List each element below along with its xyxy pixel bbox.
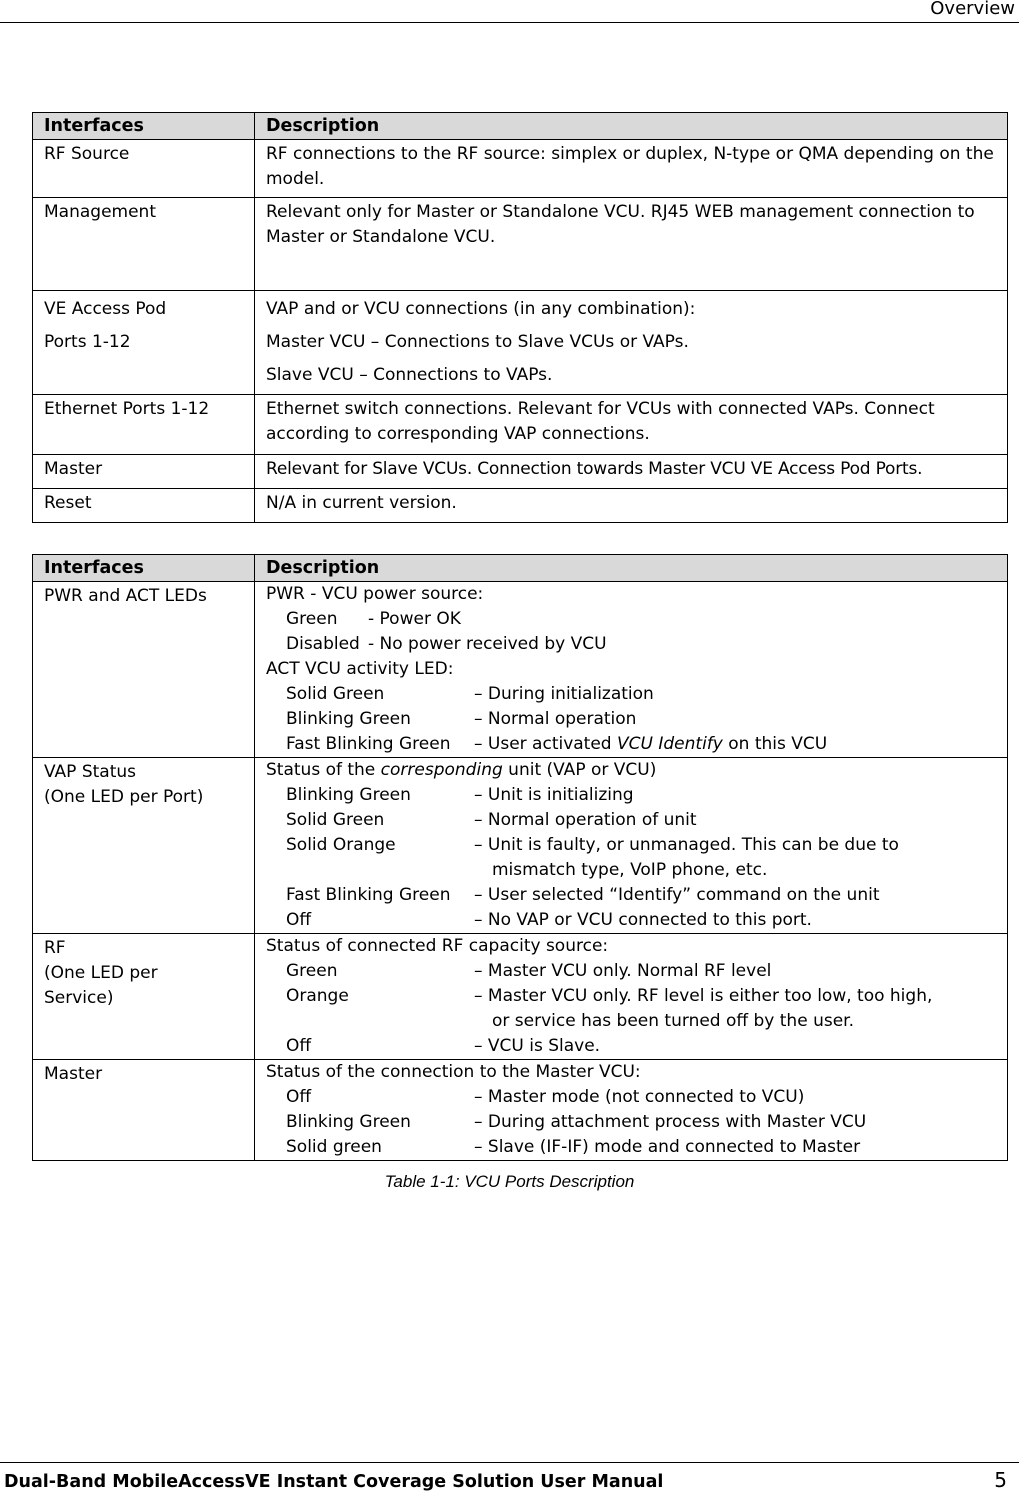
led-state: Solid Green — [286, 684, 385, 704]
interface-name-line: RF — [44, 938, 66, 958]
led-state-row — [266, 1085, 996, 1110]
interface-name-line: (One LED per Port) — [44, 787, 204, 807]
led-meaning: – Master VCU only. RF level is either too low, too high, — [474, 986, 933, 1006]
page-number: 5 — [994, 1468, 1007, 1492]
column-header-interfaces: Interfaces — [33, 113, 255, 140]
master-title: Status of the connection to the Master VCU: — [266, 1062, 641, 1082]
led-meaning-suffix: on this VCU — [722, 734, 828, 754]
table-row-rf — [33, 934, 1008, 1060]
table-row-master — [33, 1060, 1008, 1161]
interface-name: Master — [33, 1060, 255, 1161]
interface-name: Ethernet Ports 1-12 — [33, 395, 255, 455]
interface-name: Reset — [33, 489, 255, 523]
led-state-row — [266, 1135, 996, 1160]
led-state: Blinking Green — [286, 709, 411, 729]
led-state: Solid green — [286, 1137, 382, 1157]
interface-name: Master — [33, 455, 255, 489]
led-meaning: - Power OK — [368, 609, 461, 629]
interface-description: Relevant only for Master or Standalone VCU. RJ45 WEB management connection to Master or Standalone VCU. — [255, 198, 1008, 291]
led-meaning: - No power received by VCU — [368, 634, 607, 654]
led-meaning: – During attachment process with Master VCU — [474, 1112, 867, 1132]
led-state: Fast Blinking Green — [286, 885, 451, 905]
led-meaning: – VCU is Slave. — [474, 1036, 601, 1056]
table-row — [33, 455, 1008, 489]
table-row — [33, 198, 1008, 291]
interface-description: N/A in current version. — [255, 489, 1008, 523]
interface-description — [255, 934, 1008, 1060]
interface-name: RF Source — [33, 140, 255, 198]
led-meaning: – User activated — [474, 734, 618, 754]
table-row — [33, 291, 1008, 395]
led-state-row — [266, 908, 996, 933]
led-meaning: – During initialization — [474, 684, 654, 704]
led-meaning: – Normal operation — [474, 709, 637, 729]
led-state-row — [266, 808, 996, 833]
vap-title — [266, 758, 996, 783]
led-state-row — [266, 1110, 996, 1135]
led-state-row — [266, 883, 996, 908]
interface-description — [255, 1060, 1008, 1161]
table-row-vap-status — [33, 758, 1008, 934]
interfaces-table-2 — [32, 554, 1008, 1161]
led-meaning: – Slave (IF-IF) mode and connected to Master — [474, 1137, 861, 1157]
description-line: VAP and or VCU connections (in any combination): — [266, 299, 696, 319]
description-line: Slave VCU – Connections to VAPs. — [266, 365, 553, 385]
interface-description — [255, 758, 1008, 934]
title-prefix: Status of the — [266, 760, 381, 780]
table-row — [33, 489, 1008, 523]
interface-name-line: Ports 1-12 — [44, 332, 131, 352]
led-meaning: – Unit is faulty, or unmanaged. This can be due to — [474, 835, 899, 855]
led-state: Solid Orange — [286, 835, 396, 855]
interface-name: Management — [33, 198, 255, 291]
interface-name — [33, 934, 255, 1060]
led-state: Solid Green — [286, 810, 385, 830]
act-title: ACT VCU activity LED: — [266, 659, 454, 679]
led-state: Disabled — [286, 634, 360, 654]
page-header-title: Overview — [930, 0, 1015, 19]
rf-title: Status of connected RF capacity source: — [266, 936, 609, 956]
footer-rule — [0, 1462, 1019, 1463]
interfaces-table-1 — [32, 112, 1008, 523]
led-state-row — [266, 732, 996, 757]
led-meaning: – User selected “Identify” command on the unit — [474, 885, 880, 905]
table-row-pwr-act — [33, 582, 1008, 758]
led-meaning: – Master mode (not connected to VCU) — [474, 1087, 805, 1107]
led-meaning: – Normal operation of unit — [474, 810, 697, 830]
led-meaning: – No VAP or VCU connected to this port. — [474, 910, 812, 930]
table-row — [33, 395, 1008, 455]
led-state-row — [266, 632, 996, 657]
led-meaning-continued: mismatch type, VoIP phone, etc. — [492, 860, 768, 880]
interface-name — [33, 291, 255, 395]
table-caption: Table 1-1: VCU Ports Description — [384, 1172, 635, 1191]
interface-name: PWR and ACT LEDs — [33, 582, 255, 758]
interface-name-line: VE Access Pod — [44, 299, 167, 319]
led-state: Off — [286, 910, 312, 930]
interface-name — [33, 758, 255, 934]
column-header-description: Description — [255, 555, 1008, 582]
interface-description: Relevant for Slave VCUs. Connection towards Master VCU VE Access Pod Ports. — [255, 455, 1008, 489]
table-header-row — [33, 113, 1008, 140]
led-state-row — [266, 682, 996, 707]
led-state-row — [266, 783, 996, 808]
led-state: Blinking Green — [286, 785, 411, 805]
led-meaning: – Master VCU only. Normal RF level — [474, 961, 772, 981]
table-header-row — [33, 555, 1008, 582]
interface-name-line: Service) — [44, 988, 114, 1008]
table-row — [33, 140, 1008, 198]
footer-manual-title: Dual-Band MobileAccessVE Instant Coverage Solution User Manual — [4, 1472, 664, 1492]
description-line: Master VCU – Connections to Slave VCUs or VAPs. — [266, 332, 689, 352]
led-state-row — [266, 1034, 996, 1059]
title-emphasis: corresponding — [380, 760, 503, 780]
interface-description — [255, 291, 1008, 395]
title-suffix: unit (VAP or VCU) — [502, 760, 657, 780]
interface-name-line: (One LED per — [44, 963, 158, 983]
interface-name-line: VAP Status — [44, 762, 136, 782]
interface-description: Ethernet switch connections. Relevant for VCUs with connected VAPs. Connect according to corresponding VAP connections. — [255, 395, 1008, 455]
interface-description: RF connections to the RF source: simplex or duplex, N-type or QMA depending on the model. — [255, 140, 1008, 198]
led-state: Blinking Green — [286, 1112, 411, 1132]
led-state: Fast Blinking Green — [286, 734, 451, 754]
column-header-interfaces: Interfaces — [33, 555, 255, 582]
vcu-identify-term: VCU Identify — [617, 734, 723, 754]
led-meaning: – Unit is initializing — [474, 785, 634, 805]
led-state: Green — [286, 609, 338, 629]
led-state-row — [266, 607, 996, 632]
column-header-description: Description — [255, 113, 1008, 140]
led-state-row — [266, 959, 996, 984]
led-state-row — [266, 833, 996, 858]
led-state: Off — [286, 1087, 312, 1107]
led-meaning-continued: or service has been turned off by the user. — [492, 1011, 854, 1031]
header-rule — [0, 22, 1019, 23]
led-state: Off — [286, 1036, 312, 1056]
led-state-row — [266, 984, 996, 1009]
led-state-row — [266, 707, 996, 732]
interface-description — [255, 582, 1008, 758]
pwr-title: PWR - VCU power source: — [266, 584, 484, 604]
led-state: Orange — [286, 986, 349, 1006]
led-state: Green — [286, 961, 338, 981]
